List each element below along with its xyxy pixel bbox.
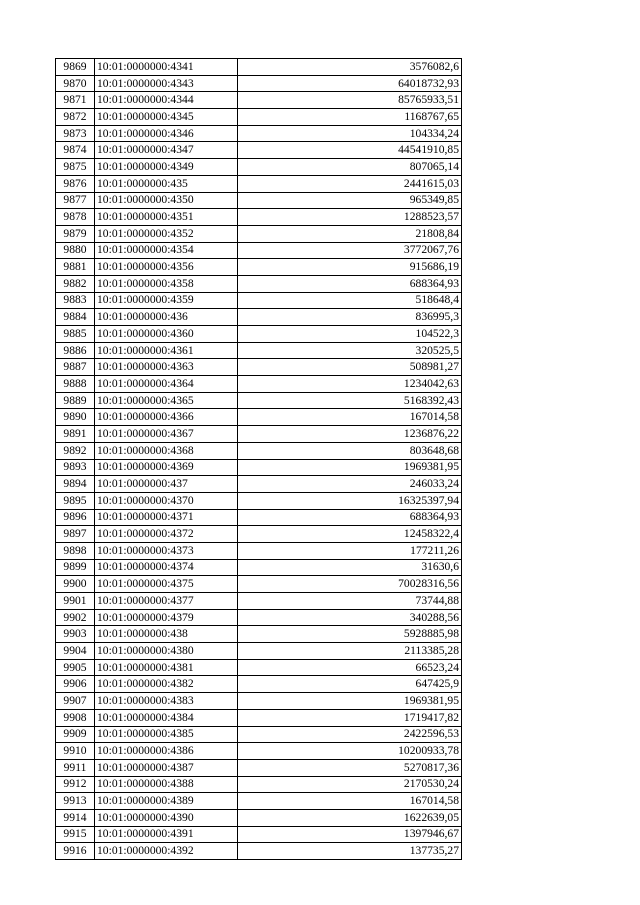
value-cell: 21808,84 <box>238 225 462 242</box>
table-row <box>56 159 462 176</box>
table-row <box>56 359 462 376</box>
row-number-cell: 9897 <box>56 526 95 543</box>
row-number-cell: 9911 <box>56 759 95 776</box>
table-row <box>56 242 462 259</box>
row-number-cell: 9900 <box>56 576 95 593</box>
cadastral-number-cell: 10:01:0000000:438 <box>95 626 238 643</box>
cadastral-number-cell: 10:01:0000000:4375 <box>95 576 238 593</box>
cadastral-number-cell: 10:01:0000000:4386 <box>95 743 238 760</box>
table-row <box>56 793 462 810</box>
table-row <box>56 759 462 776</box>
row-number-cell: 9908 <box>56 709 95 726</box>
table-row <box>56 125 462 142</box>
cadastral-number-cell: 10:01:0000000:437 <box>95 476 238 493</box>
value-cell: 137735,27 <box>238 843 462 860</box>
row-number-cell: 9905 <box>56 659 95 676</box>
row-number-cell: 9883 <box>56 292 95 309</box>
cadastral-number-cell: 10:01:0000000:4347 <box>95 142 238 159</box>
cadastral-number-cell: 10:01:0000000:4389 <box>95 793 238 810</box>
table-row <box>56 142 462 159</box>
row-number-cell: 9901 <box>56 593 95 610</box>
table-row <box>56 392 462 409</box>
row-number-cell: 9909 <box>56 726 95 743</box>
table-row <box>56 659 462 676</box>
value-cell: 44541910,85 <box>238 142 462 159</box>
value-cell: 246033,24 <box>238 476 462 493</box>
cadastral-number-cell: 10:01:0000000:4354 <box>95 242 238 259</box>
row-number-cell: 9891 <box>56 426 95 443</box>
table-row <box>56 192 462 209</box>
table-row <box>56 459 462 476</box>
value-cell: 5928885,98 <box>238 626 462 643</box>
table-row <box>56 609 462 626</box>
value-cell: 64018732,93 <box>238 75 462 92</box>
cadastral-number-cell: 10:01:0000000:4382 <box>95 676 238 693</box>
value-cell: 688364,93 <box>238 509 462 526</box>
table-row <box>56 59 462 76</box>
value-cell: 12458322,4 <box>238 526 462 543</box>
table-row <box>56 175 462 192</box>
value-cell: 16325397,94 <box>238 492 462 509</box>
table-row <box>56 709 462 726</box>
row-number-cell: 9916 <box>56 843 95 860</box>
value-cell: 1719417,82 <box>238 709 462 726</box>
cadastral-number-cell: 10:01:0000000:4372 <box>95 526 238 543</box>
cadastral-number-cell: 10:01:0000000:4349 <box>95 159 238 176</box>
table-row <box>56 476 462 493</box>
value-cell: 167014,58 <box>238 409 462 426</box>
row-number-cell: 9874 <box>56 142 95 159</box>
value-cell: 340288,56 <box>238 609 462 626</box>
value-cell: 3576082,6 <box>238 59 462 76</box>
table-row <box>56 726 462 743</box>
row-number-cell: 9913 <box>56 793 95 810</box>
row-number-cell: 9914 <box>56 809 95 826</box>
table-body <box>56 59 462 860</box>
cadastral-number-cell: 10:01:0000000:4346 <box>95 125 238 142</box>
value-cell: 104334,24 <box>238 125 462 142</box>
row-number-cell: 9871 <box>56 92 95 109</box>
table-row <box>56 576 462 593</box>
table-row <box>56 342 462 359</box>
value-cell: 2170530,24 <box>238 776 462 793</box>
cadastral-number-cell: 10:01:0000000:4365 <box>95 392 238 409</box>
row-number-cell: 9892 <box>56 442 95 459</box>
table-row <box>56 826 462 843</box>
cadastral-number-cell: 10:01:0000000:4370 <box>95 492 238 509</box>
value-cell: 508981,27 <box>238 359 462 376</box>
table-row <box>56 593 462 610</box>
cadastral-number-cell: 10:01:0000000:4369 <box>95 459 238 476</box>
cadastral-number-cell: 10:01:0000000:4391 <box>95 826 238 843</box>
value-cell: 1969381,95 <box>238 459 462 476</box>
table-row <box>56 75 462 92</box>
row-number-cell: 9889 <box>56 392 95 409</box>
cadastral-number-cell: 10:01:0000000:4380 <box>95 643 238 660</box>
cadastral-number-cell: 10:01:0000000:435 <box>95 175 238 192</box>
row-number-cell: 9887 <box>56 359 95 376</box>
value-cell: 1168767,65 <box>238 109 462 126</box>
value-cell: 66523,24 <box>238 659 462 676</box>
table-row <box>56 776 462 793</box>
cadastral-number-cell: 10:01:0000000:4359 <box>95 292 238 309</box>
cadastral-number-cell: 10:01:0000000:4343 <box>95 75 238 92</box>
table-row <box>56 292 462 309</box>
table-row <box>56 693 462 710</box>
row-number-cell: 9870 <box>56 75 95 92</box>
value-cell: 965349,85 <box>238 192 462 209</box>
table-row <box>56 643 462 660</box>
value-cell: 1234042,63 <box>238 376 462 393</box>
cadastral-number-cell: 10:01:0000000:4385 <box>95 726 238 743</box>
row-number-cell: 9875 <box>56 159 95 176</box>
table-row <box>56 542 462 559</box>
value-cell: 2422596,53 <box>238 726 462 743</box>
cadastral-number-cell: 10:01:0000000:4373 <box>95 542 238 559</box>
row-number-cell: 9869 <box>56 59 95 76</box>
row-number-cell: 9912 <box>56 776 95 793</box>
cadastral-number-cell: 10:01:0000000:4341 <box>95 59 238 76</box>
cadastral-number-cell: 10:01:0000000:4364 <box>95 376 238 393</box>
cadastral-number-cell: 10:01:0000000:4352 <box>95 225 238 242</box>
table-row <box>56 442 462 459</box>
table-row <box>56 109 462 126</box>
cadastral-number-cell: 10:01:0000000:436 <box>95 309 238 326</box>
value-cell: 1969381,95 <box>238 693 462 710</box>
value-cell: 3772067,76 <box>238 242 462 259</box>
cadastral-number-cell: 10:01:0000000:4351 <box>95 209 238 226</box>
cadastral-number-cell: 10:01:0000000:4356 <box>95 259 238 276</box>
value-cell: 10200933,78 <box>238 743 462 760</box>
table-row <box>56 209 462 226</box>
table-row <box>56 92 462 109</box>
value-cell: 915686,19 <box>238 259 462 276</box>
data-table <box>55 58 462 860</box>
row-number-cell: 9898 <box>56 542 95 559</box>
cadastral-number-cell: 10:01:0000000:4361 <box>95 342 238 359</box>
value-cell: 31630,6 <box>238 559 462 576</box>
row-number-cell: 9872 <box>56 109 95 126</box>
cadastral-number-cell: 10:01:0000000:4350 <box>95 192 238 209</box>
row-number-cell: 9888 <box>56 376 95 393</box>
table-row <box>56 626 462 643</box>
row-number-cell: 9885 <box>56 326 95 343</box>
row-number-cell: 9896 <box>56 509 95 526</box>
cadastral-number-cell: 10:01:0000000:4388 <box>95 776 238 793</box>
row-number-cell: 9893 <box>56 459 95 476</box>
cadastral-number-cell: 10:01:0000000:4384 <box>95 709 238 726</box>
cadastral-number-cell: 10:01:0000000:4383 <box>95 693 238 710</box>
cadastral-number-cell: 10:01:0000000:4345 <box>95 109 238 126</box>
value-cell: 167014,58 <box>238 793 462 810</box>
value-cell: 73744,88 <box>238 593 462 610</box>
table-row <box>56 809 462 826</box>
value-cell: 5270817,36 <box>238 759 462 776</box>
cadastral-number-cell: 10:01:0000000:4363 <box>95 359 238 376</box>
row-number-cell: 9890 <box>56 409 95 426</box>
value-cell: 2113385,28 <box>238 643 462 660</box>
value-cell: 1622639,05 <box>238 809 462 826</box>
row-number-cell: 9879 <box>56 225 95 242</box>
table-row <box>56 259 462 276</box>
table-row <box>56 309 462 326</box>
cadastral-number-cell: 10:01:0000000:4366 <box>95 409 238 426</box>
value-cell: 2441615,03 <box>238 175 462 192</box>
row-number-cell: 9907 <box>56 693 95 710</box>
value-cell: 1288523,57 <box>238 209 462 226</box>
row-number-cell: 9878 <box>56 209 95 226</box>
value-cell: 688364,93 <box>238 275 462 292</box>
row-number-cell: 9906 <box>56 676 95 693</box>
table-row <box>56 409 462 426</box>
cadastral-number-cell: 10:01:0000000:4374 <box>95 559 238 576</box>
row-number-cell: 9899 <box>56 559 95 576</box>
row-number-cell: 9886 <box>56 342 95 359</box>
cadastral-number-cell: 10:01:0000000:4344 <box>95 92 238 109</box>
row-number-cell: 9910 <box>56 743 95 760</box>
value-cell: 5168392,43 <box>238 392 462 409</box>
row-number-cell: 9873 <box>56 125 95 142</box>
row-number-cell: 9915 <box>56 826 95 843</box>
cadastral-number-cell: 10:01:0000000:4387 <box>95 759 238 776</box>
row-number-cell: 9902 <box>56 609 95 626</box>
row-number-cell: 9880 <box>56 242 95 259</box>
table-row <box>56 426 462 443</box>
cadastral-number-cell: 10:01:0000000:4371 <box>95 509 238 526</box>
cadastral-number-cell: 10:01:0000000:4379 <box>95 609 238 626</box>
row-number-cell: 9877 <box>56 192 95 209</box>
value-cell: 104522,3 <box>238 326 462 343</box>
table-row <box>56 526 462 543</box>
cadastral-number-cell: 10:01:0000000:4381 <box>95 659 238 676</box>
cadastral-number-cell: 10:01:0000000:4377 <box>95 593 238 610</box>
cadastral-number-cell: 10:01:0000000:4367 <box>95 426 238 443</box>
table-row <box>56 843 462 860</box>
value-cell: 177211,26 <box>238 542 462 559</box>
value-cell: 836995,3 <box>238 309 462 326</box>
cadastral-number-cell: 10:01:0000000:4390 <box>95 809 238 826</box>
cadastral-number-cell: 10:01:0000000:4360 <box>95 326 238 343</box>
table-row <box>56 326 462 343</box>
value-cell: 320525,5 <box>238 342 462 359</box>
value-cell: 518648,4 <box>238 292 462 309</box>
row-number-cell: 9881 <box>56 259 95 276</box>
table-row <box>56 676 462 693</box>
value-cell: 803648,68 <box>238 442 462 459</box>
row-number-cell: 9876 <box>56 175 95 192</box>
table-row <box>56 492 462 509</box>
row-number-cell: 9903 <box>56 626 95 643</box>
row-number-cell: 9895 <box>56 492 95 509</box>
value-cell: 85765933,51 <box>238 92 462 109</box>
row-number-cell: 9894 <box>56 476 95 493</box>
row-number-cell: 9882 <box>56 275 95 292</box>
table-row <box>56 275 462 292</box>
row-number-cell: 9904 <box>56 643 95 660</box>
value-cell: 70028316,56 <box>238 576 462 593</box>
table-row <box>56 225 462 242</box>
table-row <box>56 376 462 393</box>
table-row <box>56 509 462 526</box>
cadastral-number-cell: 10:01:0000000:4358 <box>95 275 238 292</box>
row-number-cell: 9884 <box>56 309 95 326</box>
value-cell: 647425,9 <box>238 676 462 693</box>
value-cell: 807065,14 <box>238 159 462 176</box>
table-row <box>56 559 462 576</box>
value-cell: 1397946,67 <box>238 826 462 843</box>
cadastral-number-cell: 10:01:0000000:4392 <box>95 843 238 860</box>
table-row <box>56 743 462 760</box>
value-cell: 1236876,22 <box>238 426 462 443</box>
cadastral-number-cell: 10:01:0000000:4368 <box>95 442 238 459</box>
